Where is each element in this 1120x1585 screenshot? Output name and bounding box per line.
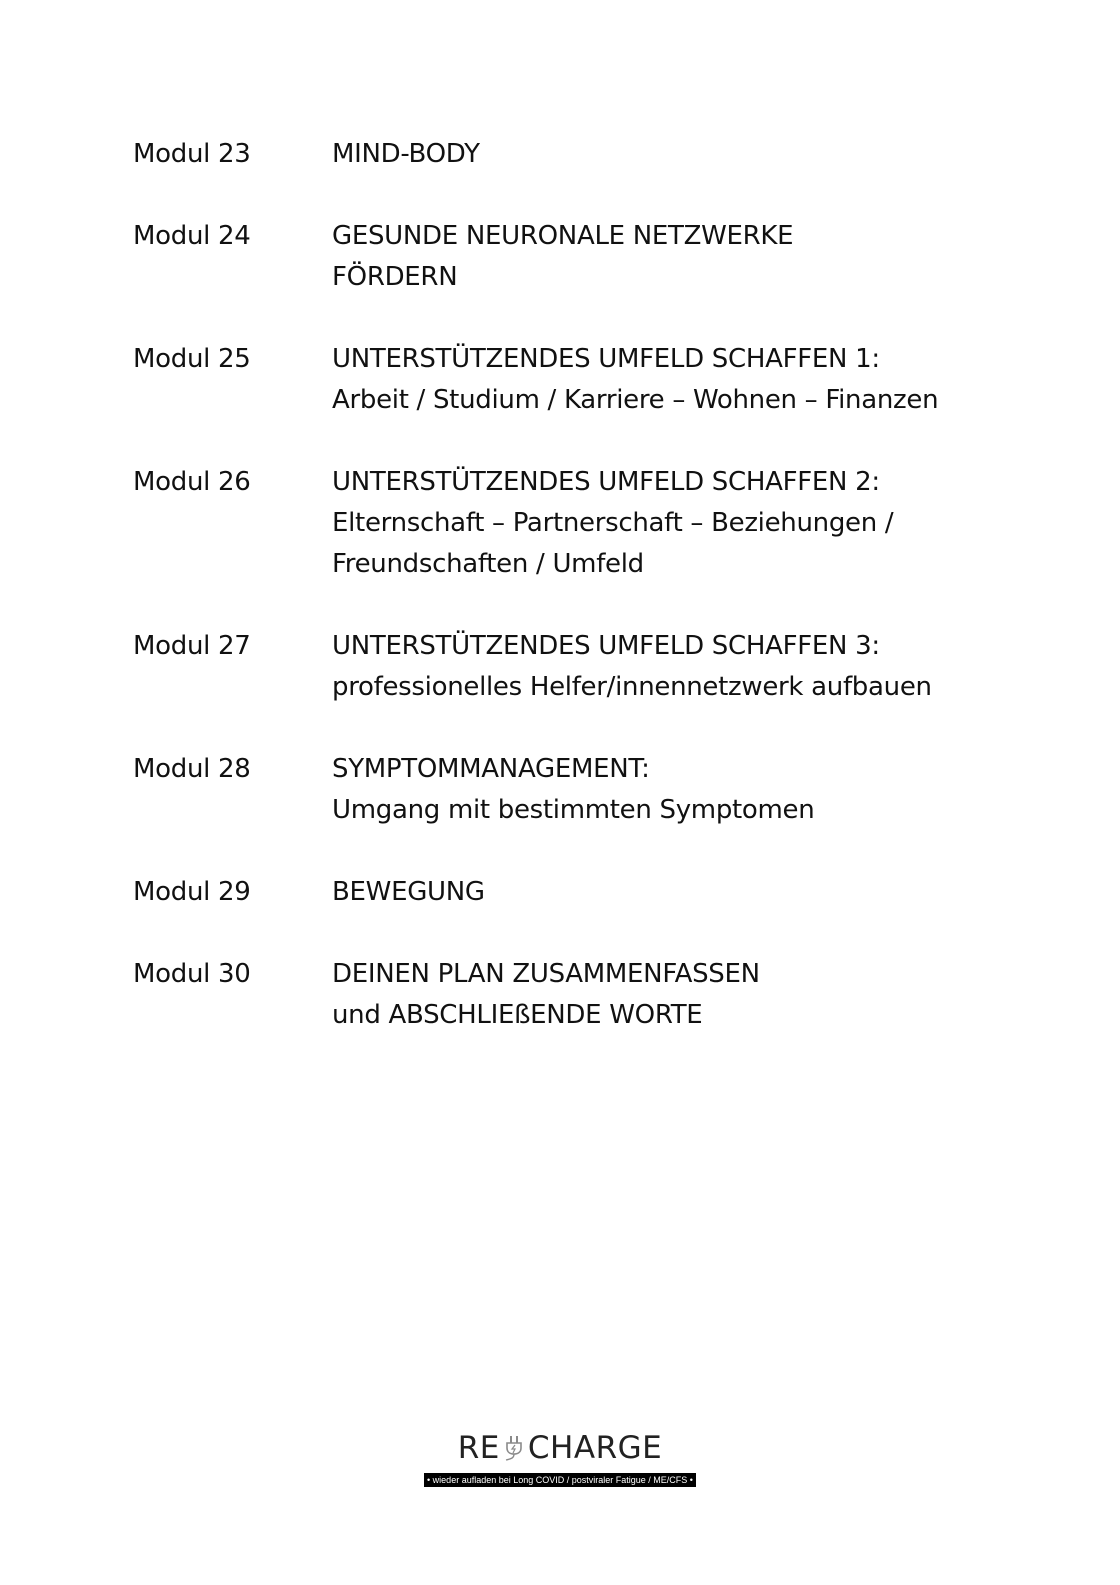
module-title bbox=[332, 339, 1033, 421]
module-subtitle-line: professionelles Helfer/innennetzwerk aufbauen bbox=[332, 672, 932, 702]
module-title-line: und ABSCHLIEßENDE WORTE bbox=[332, 1000, 703, 1030]
module-title bbox=[332, 134, 1033, 175]
module-row-29 bbox=[133, 872, 1033, 913]
module-row-24 bbox=[133, 216, 1033, 298]
module-number: Modul 29 bbox=[133, 877, 251, 907]
module-number: Modul 25 bbox=[133, 344, 251, 374]
module-title-line: BEWEGUNG bbox=[332, 877, 485, 907]
module-number: Modul 28 bbox=[133, 754, 251, 784]
module-subtitle-line: Freundschaften / Umfeld bbox=[332, 549, 644, 579]
footer-brand bbox=[0, 1428, 1120, 1487]
module-row-30 bbox=[133, 954, 1033, 1036]
module-title bbox=[332, 749, 1033, 831]
module-number: Modul 26 bbox=[133, 467, 251, 497]
module-row-28 bbox=[133, 749, 1033, 831]
module-title-line: SYMPTOMMANAGEMENT: bbox=[332, 754, 650, 784]
module-row-27 bbox=[133, 626, 1033, 708]
module-subtitle-line: Arbeit / Studium / Karriere – Wohnen – Finanzen bbox=[332, 385, 939, 415]
module-title-line: UNTERSTÜTZENDES UMFELD SCHAFFEN 3: bbox=[332, 631, 880, 661]
plug-icon bbox=[501, 1433, 527, 1463]
module-number: Modul 23 bbox=[133, 139, 251, 169]
module-title-line: GESUNDE NEURONALE NETZWERKE bbox=[332, 221, 794, 251]
logo-text-left: RE bbox=[457, 1430, 500, 1466]
module-title bbox=[332, 216, 1033, 298]
tagline: • wieder aufladen bei Long COVID / postviraler Fatigue / ME/CFS • bbox=[424, 1473, 696, 1487]
module-title-line: UNTERSTÜTZENDES UMFELD SCHAFFEN 2: bbox=[332, 467, 880, 497]
module-title-line: DEINEN PLAN ZUSAMMENFASSEN bbox=[332, 959, 760, 989]
module-subtitle-line: Elternschaft – Partnerschaft – Beziehungen / bbox=[332, 508, 894, 538]
module-title-line: FÖRDERN bbox=[332, 262, 458, 292]
module-title bbox=[332, 872, 1033, 913]
module-row-25 bbox=[133, 339, 1033, 421]
module-title-line: MIND-BODY bbox=[332, 139, 480, 169]
module-number: Modul 24 bbox=[133, 221, 251, 251]
module-title bbox=[332, 954, 1033, 1036]
module-subtitle-line: Umgang mit bestimmten Symptomen bbox=[332, 795, 815, 825]
module-number: Modul 30 bbox=[133, 959, 251, 989]
module-list bbox=[133, 134, 1033, 1077]
module-title bbox=[332, 462, 1033, 585]
logo-text-right: CHARGE bbox=[527, 1430, 663, 1466]
module-row-26 bbox=[133, 462, 1033, 585]
recharge-logo bbox=[458, 1428, 662, 1468]
module-number: Modul 27 bbox=[133, 631, 251, 661]
module-title-line: UNTERSTÜTZENDES UMFELD SCHAFFEN 1: bbox=[332, 344, 880, 374]
module-title bbox=[332, 626, 1033, 708]
module-row-23 bbox=[133, 134, 1033, 175]
